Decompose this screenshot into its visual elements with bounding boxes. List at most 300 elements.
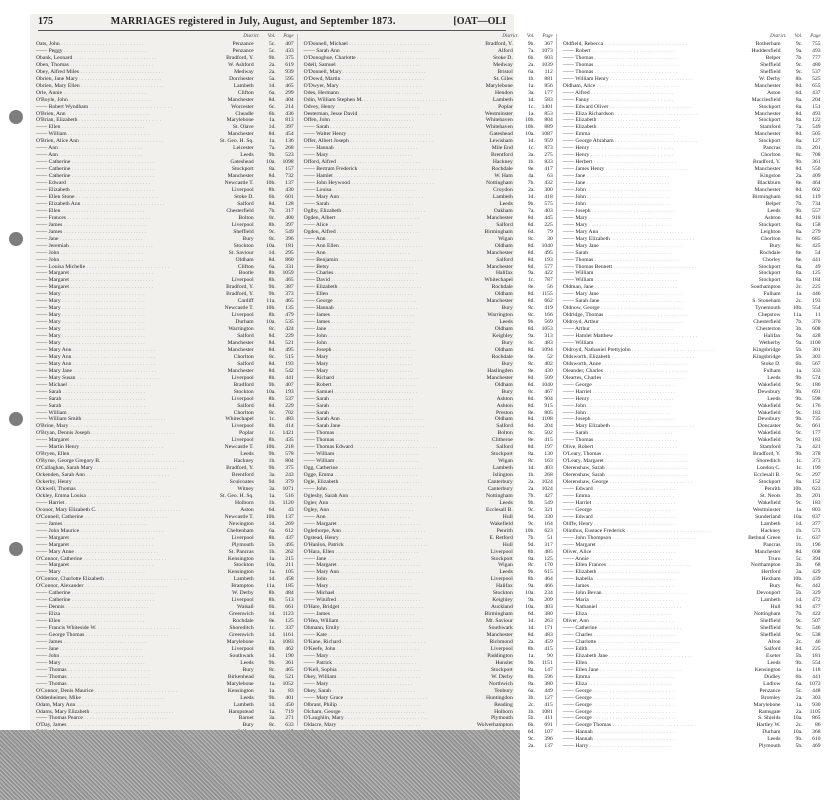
entry-page: 441 (812, 673, 821, 680)
entry-district: Bury (242, 235, 254, 242)
entry-district: Mt. Saviour (486, 618, 513, 625)
entry-name: —— James . . . (36, 222, 188, 229)
entry-name: —— Michael . . . (304, 590, 447, 597)
entry-name: Oliver, Alice . . . (563, 549, 715, 556)
entry-district: Aston (240, 506, 254, 513)
entry-volume: 8c. (528, 458, 535, 465)
entry-name: O'Day, James . . . (36, 722, 188, 729)
entry-page: 623 (812, 486, 821, 492)
entry-name: —— William . . . (563, 270, 715, 277)
entry-page: 373 (285, 291, 294, 298)
entry-name: —— Hamlet . . . (304, 173, 447, 180)
entry-name: —— Patrick . . . (304, 660, 447, 667)
entry-district: Stockport (758, 263, 781, 270)
entry-volume: 6d. (268, 506, 276, 513)
entry-volume: 1c. (528, 277, 535, 284)
entry-volume: 8e. (795, 249, 803, 256)
entry-volume: 8c. (795, 583, 803, 590)
register-entry (36, 138, 294, 145)
register-entry (36, 152, 294, 159)
entry-district: W. Derby (232, 590, 254, 597)
register-entry (563, 90, 821, 97)
register-entry (36, 590, 294, 597)
entry-page: 375 (285, 54, 294, 61)
entry-district: Kingsbridge (752, 353, 781, 360)
entry-volume: 9b. (527, 569, 535, 576)
register-entry (563, 667, 821, 674)
entry-volume: 8b. (268, 590, 276, 597)
entry-name: —— Mary Anne . . . (36, 549, 188, 556)
entry-name: O'Connor, Alexander . . . (36, 583, 188, 590)
entry-name: —— George . . . (563, 702, 715, 709)
entry-district: Bury (501, 360, 513, 367)
register-entry (36, 653, 294, 660)
register-entry (563, 681, 821, 688)
entry-district: Devonport (756, 590, 781, 597)
entry-volume: 8b. (268, 645, 276, 652)
entry-page: 331 (285, 263, 294, 270)
entry-volume: 10a. (525, 604, 535, 611)
register-entry (36, 430, 294, 437)
entry-volume: 8c. (268, 666, 276, 673)
entry-name: —— Ellen Stone . . . (36, 194, 188, 201)
register-entry (563, 549, 821, 556)
entry-district: Northwich (488, 680, 513, 687)
entry-page: 301 (812, 346, 821, 353)
entry-name: —— Jane . . . (304, 326, 447, 333)
register-entry (36, 277, 294, 284)
entry-district: Ashton (496, 395, 513, 402)
register-entry (304, 201, 553, 208)
entry-district: Manchester (754, 131, 781, 138)
entry-name: —— John . . . (304, 576, 447, 583)
entry-page: 595 (285, 75, 294, 82)
register-entry (36, 583, 294, 590)
entry-name: O'Hea, William . . . (304, 618, 447, 625)
entry-page: 317 (285, 207, 294, 214)
entry-volume: 1b. (795, 541, 803, 548)
entry-page: 225 (544, 221, 553, 228)
register-entry (563, 528, 821, 535)
entry-volume: 8b. (268, 423, 276, 430)
entry-name: —— Sarah . . . (563, 250, 715, 257)
entry-page: 603 (544, 54, 553, 61)
register-entry (563, 451, 821, 458)
entry-volume: 10a. (525, 131, 535, 138)
entry-district: Truro (768, 555, 781, 562)
entry-volume: 9a. (528, 597, 535, 604)
entry-name: —— George Thomas . . . (563, 722, 715, 729)
register-entry (36, 326, 294, 333)
entry-page: 333 (812, 367, 821, 374)
entry-volume: 8e. (268, 618, 276, 625)
entry-name: Odell, Samuel . . . (304, 62, 447, 69)
register-entry (36, 201, 294, 208)
entry-volume: 9b. (268, 381, 276, 388)
entry-page: 469 (812, 743, 821, 750)
entry-volume: 3a. (268, 715, 276, 722)
register-entry (304, 382, 553, 389)
entry-name: Odam, Mary Ann . . . (36, 702, 188, 709)
entry-volume: 9a. (528, 270, 535, 277)
entry-volume: 8d. (795, 110, 803, 117)
entry-page: 521 (285, 339, 294, 346)
entry-page: 428 (812, 333, 821, 340)
entry-page: 465 (285, 666, 294, 673)
entry-name: —— John Maurice . . . (36, 528, 188, 535)
register-entry (563, 604, 821, 611)
register-entry (36, 243, 294, 250)
register-entry (304, 159, 553, 166)
entry-name: —— Thomas Bennett . . . (563, 264, 715, 271)
register-entry (36, 270, 294, 277)
entry-volume: 1a. (268, 138, 276, 145)
entry-volume: 2a. (795, 694, 803, 701)
entry-district: Salford (764, 645, 781, 652)
entry-page: 415 (544, 645, 553, 652)
register-entry (304, 444, 553, 451)
entry-district: Tynemouth (755, 305, 781, 312)
entry-volume: 8e. (528, 409, 535, 416)
entry-volume: 8a. (528, 451, 535, 458)
entry-page: 735 (812, 416, 821, 423)
entry-volume: 1a. (268, 117, 276, 124)
entry-page: 612 (285, 527, 294, 534)
entry-name: —— Catherine . . . (36, 597, 188, 604)
entry-page: 493 (812, 110, 821, 117)
entry-page: 833 (544, 159, 553, 166)
entry-page: 313 (544, 333, 553, 340)
entry-page: 185 (285, 583, 294, 590)
entry-name: —— Benjamin . . . (304, 257, 447, 264)
entry-name: —— George . . . (563, 709, 715, 716)
entry-name: O'Connor, Denis Maurice . . . (36, 688, 188, 695)
entry-district: Greenwich (229, 611, 254, 618)
entry-name: —— Ann . . . (304, 236, 447, 243)
entry-name: —— Eliza Richardson . . . (563, 111, 715, 118)
entry-district: Birmingham (752, 193, 781, 200)
entry-name: —— Sarah . . . (36, 396, 188, 403)
entry-page: 52 (547, 353, 553, 360)
entry-district: Manchester (227, 339, 254, 346)
register-entry (563, 222, 821, 229)
entry-volume: 8d. (268, 402, 276, 409)
entry-page: 299 (285, 89, 294, 96)
entry-name: —— Harry . . . (563, 743, 715, 750)
entry-district: Leeds (499, 569, 513, 576)
entry-volume: 1b. (795, 527, 803, 534)
register-entry (36, 187, 294, 194)
entry-page: 166 (544, 312, 553, 319)
register-entry (563, 83, 821, 90)
entry-page: 546 (812, 625, 821, 632)
entry-page: 437 (285, 534, 294, 541)
binder-hole-icon (9, 110, 23, 124)
entry-name: —— Herbert . . . (563, 159, 715, 166)
register-entry (304, 236, 553, 243)
entry-name: —— James . . . (36, 229, 188, 236)
entry-page: 550 (812, 166, 821, 173)
entry-volume: 9c. (268, 228, 276, 235)
entry-page: 1087 (541, 131, 553, 138)
entry-district: Stamford (759, 124, 781, 131)
entry-district: Liverpool (231, 277, 254, 284)
entry-volume: 8c. (528, 430, 535, 437)
entry-volume: 7b. (795, 319, 803, 326)
entry-name: Oldacre, Mary . . . (304, 722, 447, 729)
entry-page: 483 (285, 416, 294, 423)
entry-district: Liverpool (231, 221, 254, 228)
entry-name: —— Elizabeth . . . (36, 187, 188, 194)
entry-district: Durham (235, 319, 254, 326)
entry-district: Manchester (754, 187, 781, 194)
entry-district: Aston (767, 89, 781, 96)
entry-page: 734 (812, 200, 821, 207)
entry-district: Oldham (494, 291, 513, 298)
entry-name: Obrien, Mary Ellen . . . (36, 83, 188, 90)
entry-page: 1120 (282, 499, 294, 506)
register-entry (563, 715, 821, 722)
entry-name: —— Hannah . . . (563, 736, 715, 743)
entry-volume: 8d. (527, 291, 535, 298)
entry-volume: 8d. (268, 339, 276, 346)
entry-name: —— David . . . (304, 277, 447, 284)
register-entry (563, 62, 821, 69)
entry-volume: 9d. (527, 541, 535, 548)
entry-name: —— Isabella . . . (563, 576, 715, 583)
entry-district: Manchester (227, 96, 254, 103)
entry-name: —— Mary Jane . . . (563, 243, 715, 250)
entry-volume: 7b. (795, 200, 803, 207)
entry-page: 214 (285, 103, 294, 110)
entry-page: 542 (285, 367, 294, 374)
entry-volume: 8e. (795, 180, 803, 187)
entry-volume: 9c. (795, 472, 803, 479)
entry-district: Nottingham (753, 611, 781, 618)
entry-volume: 8d. (268, 173, 276, 180)
entry-name: —— John . . . (563, 187, 715, 194)
entry-volume: 8d. (527, 346, 535, 353)
entry-volume: 8d. (795, 645, 803, 652)
register-entry (563, 291, 821, 298)
entry-name: —— Mary Ann . . . (304, 194, 447, 201)
entry-page: 537 (812, 68, 821, 75)
entry-page: 623 (544, 527, 553, 534)
entry-district: Nottingham (486, 180, 513, 187)
entry-page: 197 (544, 444, 553, 451)
entry-name: —— Louisa Michelle . . . (36, 264, 188, 271)
entry-page: 181 (812, 652, 821, 659)
entry-page: 157 (285, 166, 294, 173)
entry-volume: 8b. (795, 75, 803, 82)
entry-district: Wolverhampton (476, 722, 513, 729)
entry-page: 889 (544, 124, 553, 131)
entry-name: —— Sarah . . . (36, 403, 188, 410)
entry-volume: 9a. (528, 583, 535, 590)
entry-district: Keighley (492, 597, 513, 604)
entry-name: —— Ann . . . (304, 514, 447, 521)
entry-district: Liverpool (231, 597, 254, 604)
entry-volume: 3a. (268, 486, 276, 492)
entry-page: 661 (285, 604, 294, 611)
register-entry (36, 117, 294, 124)
entry-volume: 1d. (527, 465, 535, 472)
entry-name: —— Hamlet Matthew . . . (563, 333, 715, 340)
entry-page: 268 (544, 472, 553, 479)
entry-volume: 9b. (795, 659, 803, 666)
entry-volume: 8c. (528, 562, 535, 569)
entry-district: Manchester (227, 131, 254, 138)
entry-volume: 8a. (795, 228, 803, 235)
entry-volume: 10a. (266, 388, 276, 395)
entry-district: Salford (496, 221, 513, 228)
register-entry (36, 375, 294, 382)
entry-name: O'Byrne, George Gregory B. . . . (36, 458, 188, 465)
entry-name: —— Elizabeth Ann . . . (36, 201, 188, 208)
entry-volume: 3b. (795, 492, 803, 499)
entry-name: O'Dwyer, Mary . . . (304, 83, 447, 90)
entry-district: Oldham (494, 381, 513, 388)
entry-district: Clifton (237, 89, 254, 96)
entry-volume: 8b. (268, 597, 276, 604)
register-entry (304, 639, 553, 646)
entry-volume: 3b. (795, 326, 803, 333)
entry-district: Penzance (232, 47, 254, 54)
page-header (38, 16, 506, 31)
entry-name: —— Francis Whiteside W. . . . (36, 625, 188, 632)
register-entry (304, 368, 553, 375)
register-entry (36, 521, 294, 528)
entry-district: Marylebone (485, 82, 513, 89)
entry-page: 495 (285, 346, 294, 353)
entry-district: Preston (495, 409, 513, 416)
entry-district: Rochdale (491, 284, 513, 291)
entry-page: 170 (544, 562, 553, 569)
register-entry (36, 347, 294, 354)
entry-volume: 5c. (795, 555, 803, 562)
entry-volume: 5b. (795, 346, 803, 353)
entry-volume: 3b. (795, 562, 803, 569)
entry-volume: 5b. (795, 652, 803, 659)
entry-page: 419 (544, 305, 553, 312)
column-heading-vol: Vol. (267, 34, 276, 39)
entry-page: 46 (814, 638, 821, 645)
entry-district: Fulham (763, 367, 781, 374)
entry-name: —— Mary . . . (563, 222, 715, 229)
entry-page: 422 (812, 611, 821, 618)
register-entry (304, 556, 553, 563)
entry-district: Gateshead (230, 159, 254, 166)
entry-name: —— Ellen . . . (304, 291, 447, 298)
entry-district: Leeds (240, 152, 254, 159)
entry-name: Ockerby, Henry . . . (36, 479, 188, 486)
entry-district: Liverpool (231, 395, 254, 402)
entry-page: 329 (812, 590, 821, 597)
entry-name: —— Margaret . . . (36, 562, 188, 569)
register-entry (563, 569, 821, 576)
entry-district: Kensington (754, 666, 781, 673)
entry-page: 523 (285, 152, 294, 159)
entry-volume: 8d. (268, 256, 276, 263)
entry-volume: 1a. (795, 701, 803, 708)
entry-page: 30 (547, 235, 553, 242)
entry-page: 262 (285, 548, 294, 555)
register-entry (563, 236, 821, 243)
entry-district: Whitechapel (484, 277, 513, 284)
register-entry (563, 208, 821, 215)
entry-district: Stockport (490, 555, 513, 562)
entry-volume: 6b. (268, 110, 276, 117)
entry-district: Lambeth (492, 96, 513, 103)
entry-page: 380 (544, 680, 553, 687)
entry-page: 330 (544, 513, 553, 520)
entry-district: Fulham (763, 291, 781, 298)
entry-volume: 6b. (268, 193, 276, 200)
register-entry (36, 229, 294, 236)
register-entry (563, 562, 821, 569)
entry-page: 234 (544, 590, 553, 597)
entry-name: —— Mary . . . (36, 660, 188, 667)
entry-name: —— Mary . . . (36, 298, 188, 305)
entry-volume: 1a. (268, 638, 276, 645)
entry-district: Salford (237, 200, 254, 207)
entry-district: Salford (496, 423, 513, 430)
register-entry (36, 618, 294, 625)
entry-district: Huntingdon (486, 694, 513, 701)
entry-name: —— Robert . . . (304, 382, 447, 389)
entry-page: 525 (812, 75, 821, 82)
entry-name: —— Thomas . . . (563, 257, 715, 264)
entry-page: 702 (285, 409, 294, 416)
register-entry (304, 528, 553, 535)
entry-page: 263 (544, 618, 553, 625)
entry-page: 424 (285, 326, 294, 333)
entry-district: Hackney (492, 159, 513, 166)
entry-volume: 6b. (527, 722, 535, 729)
register-entry (36, 722, 294, 729)
entry-district: St. Olave (232, 124, 254, 131)
entry-volume: 8d. (795, 214, 803, 221)
entry-district: Sheffield (760, 618, 781, 625)
entry-volume: 8a. (795, 263, 803, 270)
register-entry (36, 667, 294, 674)
register-entry (563, 590, 821, 597)
entry-volume: 1d. (527, 96, 535, 103)
entry-page: 1040 (541, 381, 553, 388)
entry-page: 458 (285, 576, 294, 583)
entry-page: 691 (812, 388, 821, 395)
entry-volume: 5a. (268, 75, 276, 82)
entry-name: —— Ann . . . (304, 250, 447, 257)
entry-district: Oldham (494, 326, 513, 333)
entry-volume: 8a. (528, 680, 535, 687)
entry-page: 415 (544, 437, 553, 444)
entry-name: —— John . . . (563, 403, 715, 410)
entry-name: Ogden, Alfred . . . (304, 229, 447, 236)
entry-page: 54 (814, 249, 821, 256)
register-entry (304, 69, 553, 76)
entry-district: Belper (765, 54, 781, 61)
entry-name: Ohmann, Emily . . . (304, 625, 447, 632)
entry-page: 549 (544, 499, 553, 506)
entry-volume: 4a. (528, 173, 535, 180)
entry-district: Stockport (490, 451, 513, 458)
entry-volume: 1c. (795, 458, 803, 465)
register-entry (36, 597, 294, 604)
entry-page: 63 (547, 173, 553, 180)
register-entry (304, 500, 553, 507)
entry-district: Manchester (486, 374, 513, 381)
